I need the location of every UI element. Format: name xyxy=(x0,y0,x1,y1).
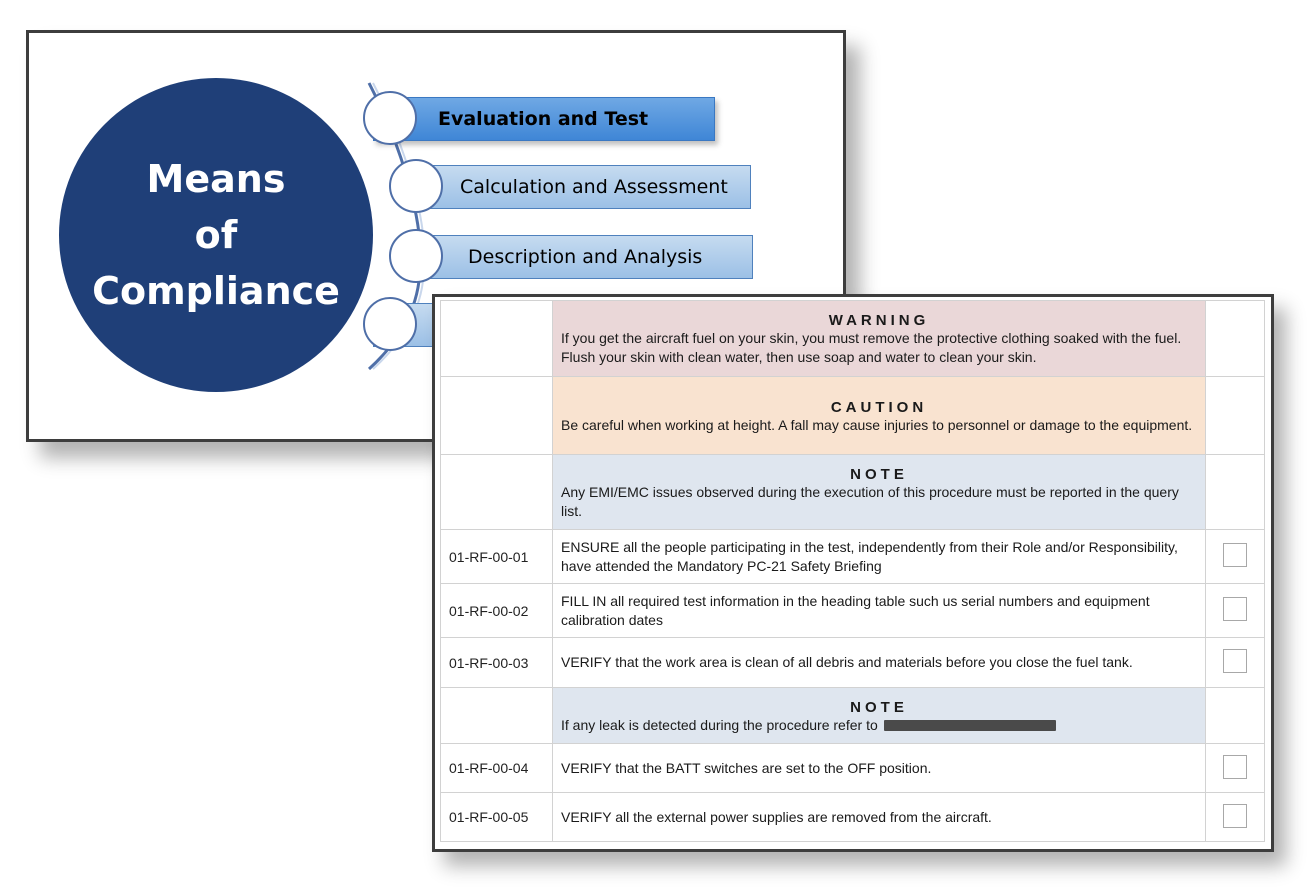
caution-heading: CAUTION xyxy=(830,398,928,416)
step-code: 01-RF-00-04 xyxy=(441,744,553,793)
step-checkbox[interactable] xyxy=(1223,804,1247,828)
table-row xyxy=(441,530,1265,584)
step-checkbox-cell xyxy=(1206,793,1265,842)
step-checkbox[interactable] xyxy=(1223,597,1247,621)
item-node-3 xyxy=(389,229,443,283)
note-block xyxy=(553,455,1206,530)
note-heading: NOTE xyxy=(850,698,908,716)
item-label: Evaluation and Test xyxy=(438,108,649,130)
table-row xyxy=(441,793,1265,842)
step-checkbox-cell xyxy=(1206,638,1265,688)
step-text: VERIFY all the external power supplies are removed from the aircraft. xyxy=(553,793,1206,842)
warning-block xyxy=(553,301,1206,377)
caution-block xyxy=(553,377,1206,455)
empty-cell xyxy=(441,301,553,377)
step-checkbox-cell xyxy=(1206,530,1265,584)
caution-row xyxy=(441,377,1265,455)
note-block xyxy=(553,688,1206,744)
redacted-reference xyxy=(884,720,1056,731)
empty-cell xyxy=(441,688,553,744)
table-row xyxy=(441,744,1265,793)
note-row-1 xyxy=(441,455,1265,530)
step-text: VERIFY that the BATT switches are set to the OFF position. xyxy=(553,744,1206,793)
procedure-table xyxy=(440,300,1265,842)
step-code: 01-RF-00-05 xyxy=(441,793,553,842)
item-bar-evaluation-and-test[interactable] xyxy=(373,97,715,141)
step-text: ENSURE all the people participating in the test, independently from their Role and/or Responsibility, have attended the Mandatory PC-21 Safety Briefing xyxy=(553,530,1206,584)
item-node-4 xyxy=(363,297,417,351)
circle-line-2: of xyxy=(194,213,238,257)
step-checkbox[interactable] xyxy=(1223,755,1247,779)
step-text: FILL IN all required test information in the heading table such us serial numbers and equipment calibration dates xyxy=(553,584,1206,638)
note-text: Any EMI/EMC issues observed during the execution of this procedure must be reported in the query list. xyxy=(561,483,1179,519)
caution-text: Be careful when working at height. A fall may cause injuries to personnel or damage to the equipment. xyxy=(561,416,1193,433)
table-row xyxy=(441,638,1265,688)
step-code: 01-RF-00-02 xyxy=(441,584,553,638)
circle-line-3: Compliance xyxy=(92,269,340,313)
empty-cell xyxy=(1206,688,1265,744)
item-label: Description and Analysis xyxy=(468,246,703,268)
circle-line-1: Means xyxy=(146,157,286,201)
note-heading: NOTE xyxy=(850,465,908,483)
empty-cell xyxy=(1206,377,1265,455)
means-of-compliance-circle xyxy=(59,78,373,392)
item-node-1 xyxy=(363,91,417,145)
step-checkbox-cell xyxy=(1206,584,1265,638)
note-text: If any leak is detected during the procedure refer to xyxy=(561,716,878,733)
empty-cell xyxy=(1206,301,1265,377)
warning-text: If you get the aircraft fuel on your skin, you must remove the protective clothing soaked with the fuel. Flush your skin with clean water, then use soap and water to clean your skin. xyxy=(561,330,1182,365)
item-node-2 xyxy=(389,159,443,213)
empty-cell xyxy=(441,377,553,455)
step-checkbox-cell xyxy=(1206,744,1265,793)
warning-row xyxy=(441,301,1265,377)
empty-cell xyxy=(1206,455,1265,530)
note-text-row xyxy=(561,716,1197,735)
procedure-card xyxy=(432,294,1274,852)
item-bar-calculation-and-assessment[interactable] xyxy=(405,165,751,209)
item-label: Calculation and Assessment xyxy=(460,176,728,198)
step-text: VERIFY that the work area is clean of all debris and materials before you close the fuel tank. xyxy=(553,638,1206,688)
table-row xyxy=(441,584,1265,638)
step-checkbox[interactable] xyxy=(1223,543,1247,567)
item-bar-description-and-analysis[interactable] xyxy=(405,235,753,279)
step-checkbox[interactable] xyxy=(1223,649,1247,673)
step-code: 01-RF-00-01 xyxy=(441,530,553,584)
note-row-2 xyxy=(441,688,1265,744)
warning-heading: WARNING xyxy=(828,312,930,329)
step-code: 01-RF-00-03 xyxy=(441,638,553,688)
empty-cell xyxy=(441,455,553,530)
